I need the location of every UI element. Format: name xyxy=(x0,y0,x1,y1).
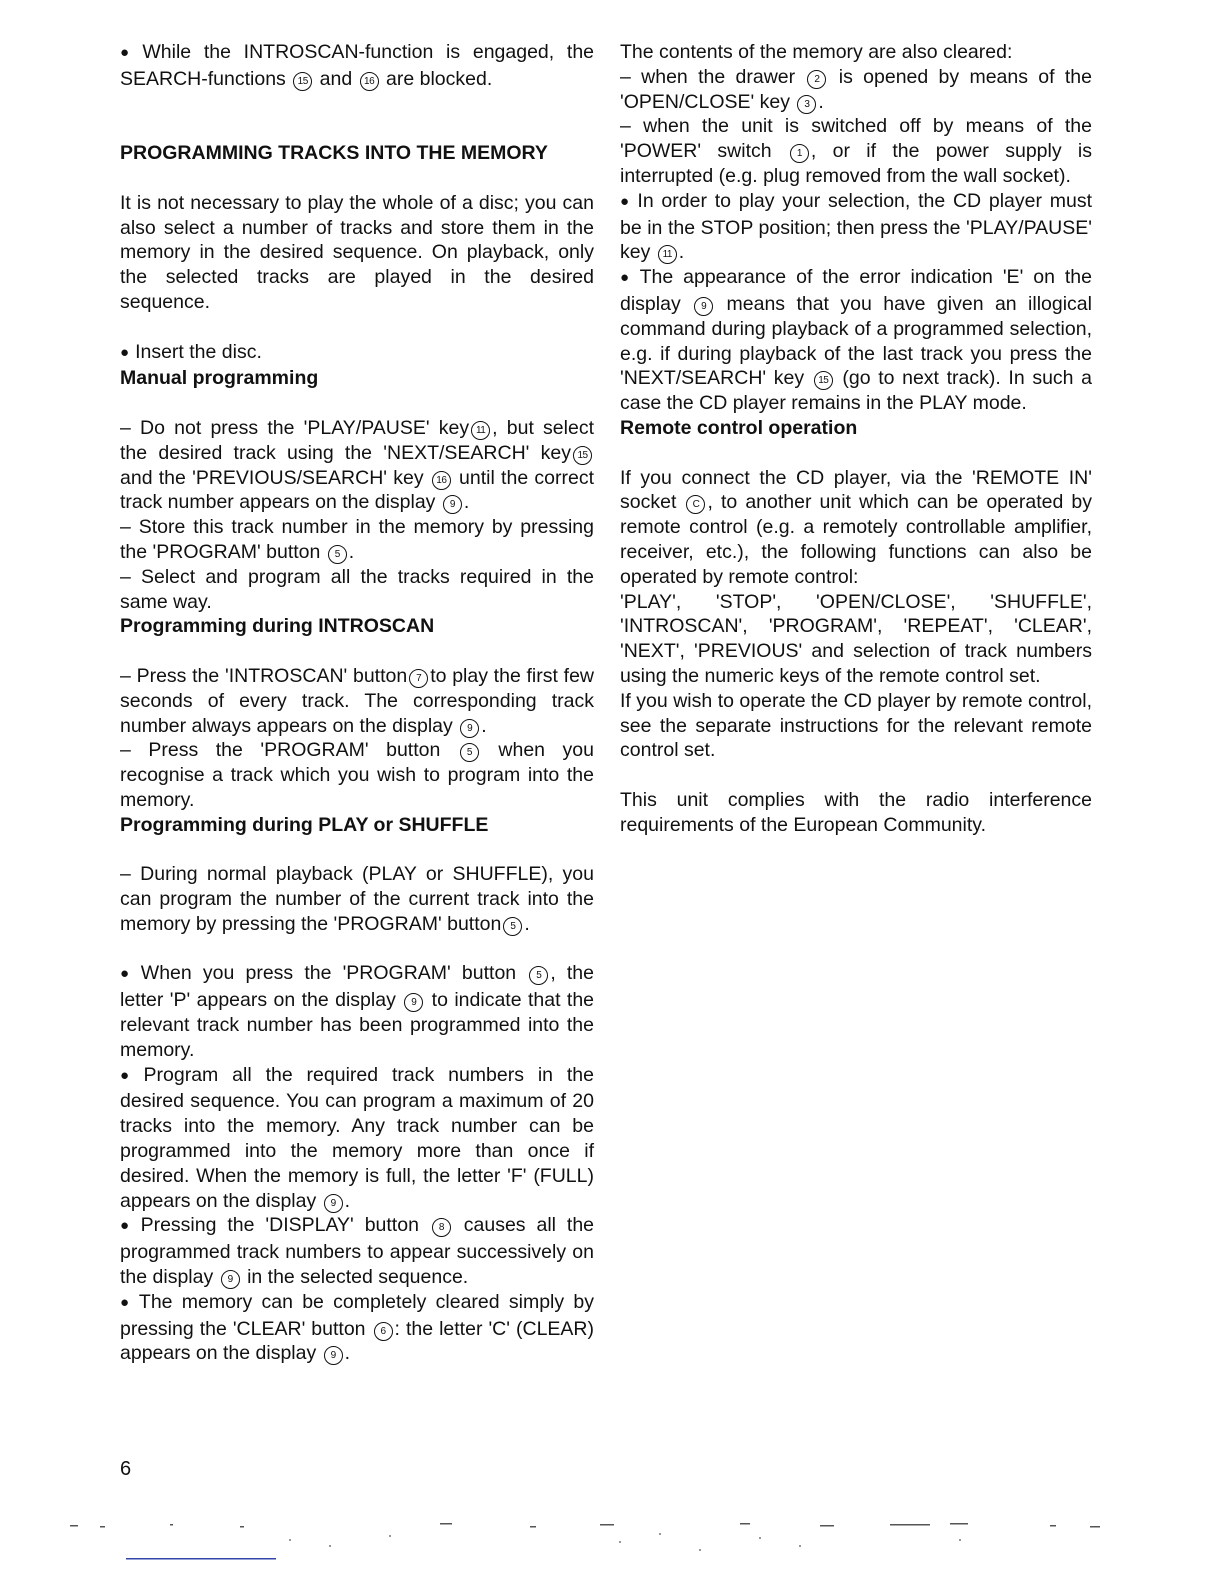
bullet-icon: ● xyxy=(620,269,634,287)
bullet-icon: ● xyxy=(120,1217,135,1235)
play-selection-bullet: ● In order to play your selection, the CD player must be in the STOP position; then press the 'PLAY/PAUSE' key 11 . xyxy=(620,189,1092,264)
ref-circle-icon: 16 xyxy=(432,471,451,490)
ref-circle-icon: 9 xyxy=(324,1346,343,1365)
ref-circle-icon: 9 xyxy=(404,993,423,1012)
ref-circle-icon: 11 xyxy=(471,421,490,440)
remote-instructions-paragraph: If you wish to operate the CD player by remote control, see the separate instructions for the relevant remote control set. xyxy=(620,689,1092,762)
ref-circle-icon: 5 xyxy=(328,545,347,564)
ref-circle-icon: 16 xyxy=(360,72,379,91)
ref-circle-icon: 9 xyxy=(324,1194,343,1213)
program-all-bullet: ● Program all the required track numbers in the desired sequence. You can program a maximum of 20 tracks into the memory. Any track number can be programmed into the memory more than once if desired. When the memory is full, the letter 'F' (FULL) appears on the display 9 . xyxy=(120,1063,594,1212)
ref-circle-icon: 9 xyxy=(694,297,713,316)
right-column xyxy=(620,40,1092,838)
remote-functions-list: 'PLAY', 'STOP', 'OPEN/CLOSE', 'SHUFFLE', 'INTROSCAN', 'PROGRAM', 'REPEAT', 'CLEAR', 'NEXT', 'PREVIOUS' and selection of track numbers using the numeric keys of the remote control set. xyxy=(620,590,1092,687)
ref-circle-icon: 2 xyxy=(807,70,826,89)
heading-remote-control: Remote control operation xyxy=(620,416,858,439)
manual-step-1: – Do not press the 'PLAY/PAUSE' key 11 , but select the desired track using the 'NEXT/SEARCH' key 15 and the 'PREVIOUS/SEARCH' key 16 until the correct track number appears on the display 9 . xyxy=(120,416,594,514)
bullet-icon: ● xyxy=(120,44,137,61)
heading-manual-programming: Manual programming xyxy=(120,367,319,390)
ref-circle-icon: 15 xyxy=(573,446,592,465)
display-button-bullet: ● Pressing the 'DISPLAY' button 8 causes all the programmed track numbers to appear successively on the display 9 in the selected sequence. xyxy=(120,1214,595,1289)
insert-disc-bullet: ● Insert the disc. xyxy=(120,340,262,363)
ref-circle-icon: 15 xyxy=(814,371,833,390)
ref-circle-icon: C xyxy=(686,495,705,514)
cleared-power-item: – when the unit is switched off by means of the 'POWER' switch 1 , or if the power supply is interrupted (e.g. plug removed from the wall socket). xyxy=(620,115,1092,187)
ref-circle-icon: 11 xyxy=(658,245,677,264)
bullet-icon: ● xyxy=(120,1293,133,1311)
ref-circle-icon: 3 xyxy=(797,95,816,114)
compliance-statement: This unit complies with the radio interference requirements of the European Community. xyxy=(620,788,1092,836)
ref-circle-icon: 1 xyxy=(790,144,809,163)
play-shuffle-step-1: – During normal playback (PLAY or SHUFFLE), you can program the number of the current track into the memory by pressing the 'PROGRAM' button 5 . xyxy=(120,863,594,935)
when-press-program-bullet: ● When you press the 'PROGRAM' button 5 , the letter 'P' appears on the display 9 to indicate that the relevant track number has been programmed into the memory. xyxy=(120,962,595,1061)
heading-introscan: Programming during INTROSCAN xyxy=(120,615,435,638)
bullet-icon: ● xyxy=(120,1066,138,1084)
heading-play-shuffle: Programming during PLAY or SHUFFLE xyxy=(120,813,489,836)
ref-circle-icon: 8 xyxy=(432,1218,451,1237)
bullet-icon: ● xyxy=(120,343,130,361)
ref-circle-icon: 5 xyxy=(503,917,522,936)
ref-circle-icon: 9 xyxy=(221,1270,240,1289)
error-indication-bullet: ● The appearance of the error indication 'E' on the display 9 means that you have given an illogical command during playback of a programmed selection, e.g. if during playback of the last track you press the 'NEXT/SEARCH' key 15 (go to next track). In such a case the CD player remains in the PLAY mode. xyxy=(620,266,1092,415)
ref-circle-icon: 6 xyxy=(374,1322,393,1341)
scan-noise-decoration xyxy=(60,1520,1120,1584)
ref-circle-icon: 7 xyxy=(409,669,428,688)
introscan-blocked-bullet: ● While the INTROSCAN-function is engaged, the SEARCH-functions 15 and 16 are blocked. xyxy=(120,41,595,90)
bullet-icon: ● xyxy=(620,192,632,210)
clear-memory-bullet: ● The memory can be completely cleared simply by pressing the 'CLEAR' button 6 : the letter 'C' (CLEAR) appears on the display 9 . xyxy=(120,1290,594,1365)
ref-circle-icon: 5 xyxy=(460,743,479,762)
memory-cleared-intro: The contents of the memory are also cleared: xyxy=(620,41,1013,63)
introscan-step-1: – Press the 'INTROSCAN' button 7 to play the first few seconds of every track. The corresponding track number always appears on the display 9 . xyxy=(120,664,594,737)
ref-circle-icon: 15 xyxy=(293,72,312,91)
manual-step-2: – Store this track number in the memory by pressing the 'PROGRAM' button 5 . xyxy=(120,516,594,563)
introscan-step-2: – Press the 'PROGRAM' button 5 when you recognise a track which you wish to program into the memory. xyxy=(120,739,594,811)
ref-circle-icon: 5 xyxy=(529,966,548,985)
paragraph-not-necessary: It is not necessary to play the whole of a disc; you can also select a number of tracks and store them in the memory in the desired sequence. On playback, only the selected tracks are played in the desired sequence. xyxy=(120,191,594,313)
section-heading-programming: PROGRAMMING TRACKS INTO THE MEMORY xyxy=(120,142,548,165)
remote-connect-paragraph: If you connect the CD player, via the 'REMOTE IN' socket C , to another unit which can be operated by remote control (e.g. a remotely controllable amplifier, receiver, etc.), the following functions can also be operated by remote control: xyxy=(620,466,1092,588)
page-number: 6 xyxy=(120,1458,132,1480)
ref-circle-icon: 9 xyxy=(460,719,479,738)
manual-step-3: – Select and program all the tracks required in the same way. xyxy=(120,565,594,613)
left-column xyxy=(120,40,594,1366)
bullet-icon: ● xyxy=(120,965,135,983)
ref-circle-icon: 9 xyxy=(443,495,462,514)
cleared-drawer-item: – when the drawer 2 is opened by means of the 'OPEN/CLOSE' key 3 . xyxy=(620,65,1092,113)
